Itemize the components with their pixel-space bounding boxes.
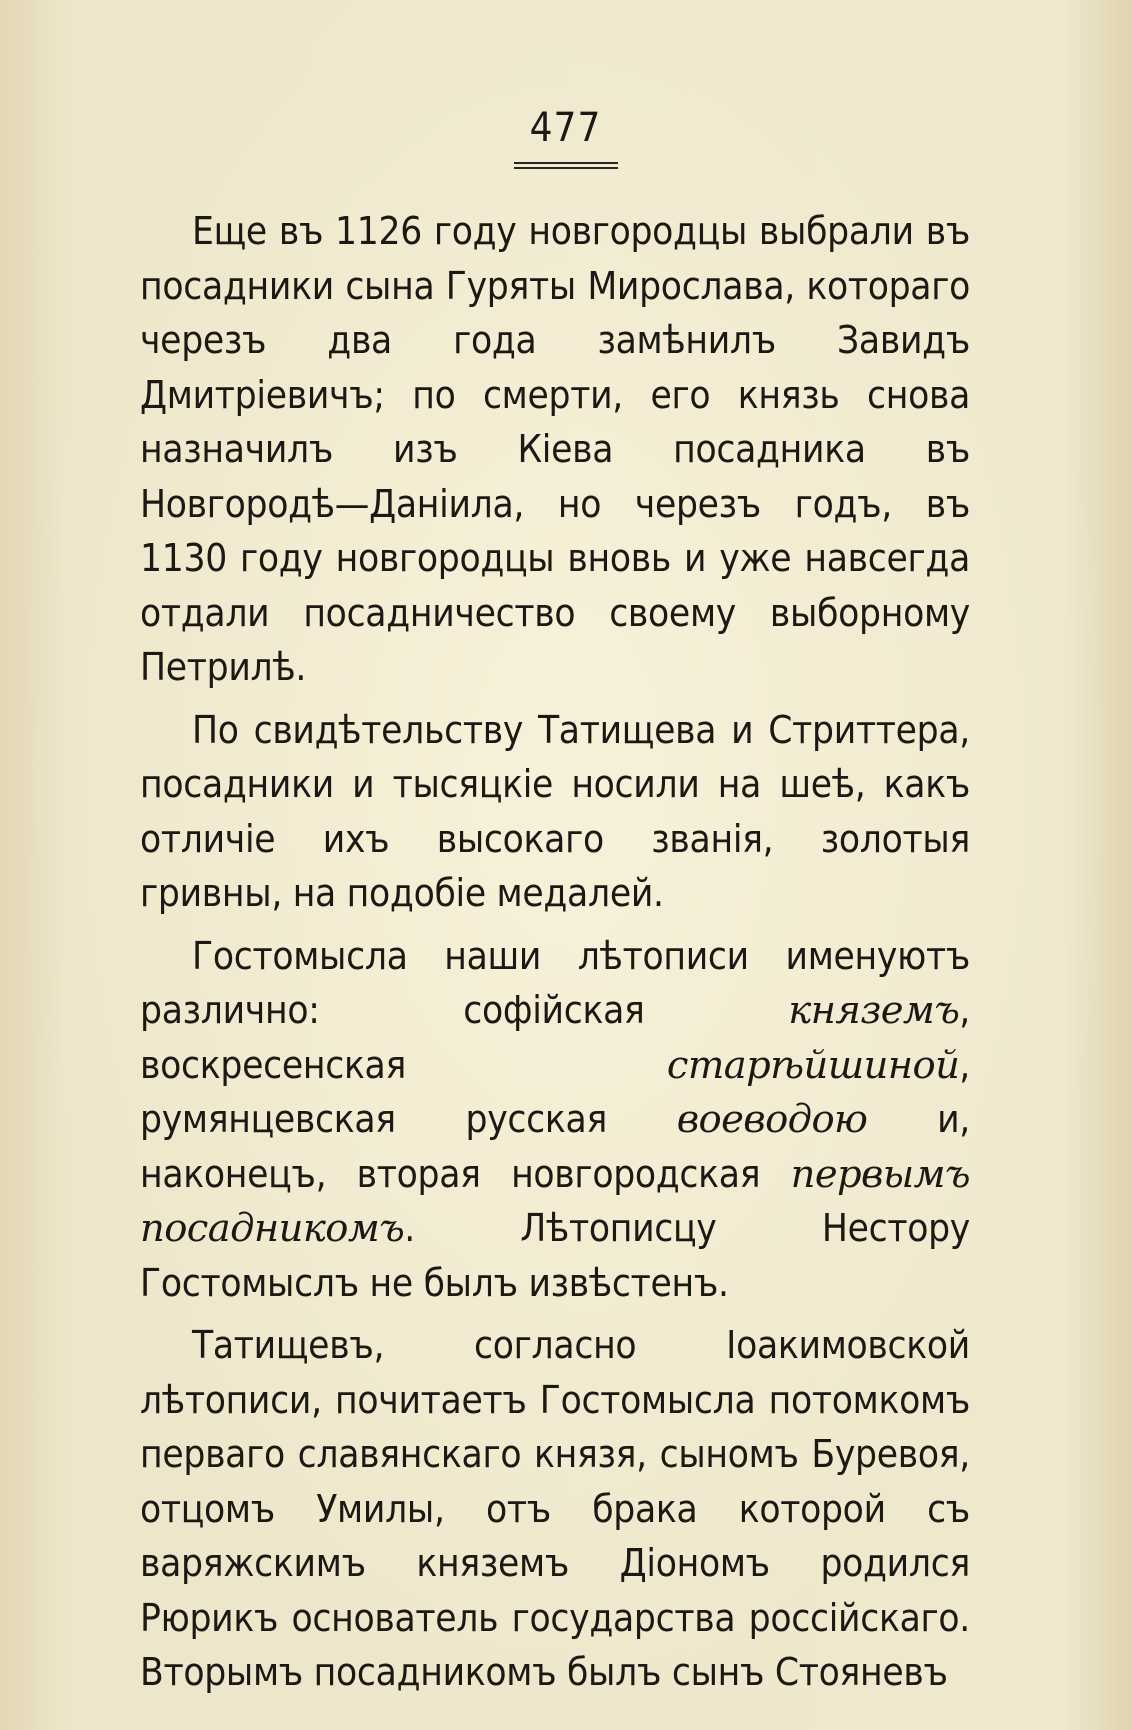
body-text [140,205,970,1709]
italic-term: княземъ [788,988,960,1033]
page-number: 477 [529,105,602,151]
text-run: По свидѣтельству Татищева и Стриттера, посадники и тысяцкіе носили на шеѣ, какъ отличіе ихъ высокаго званія, золотыя гривны, на подобіе медалей. [140,707,970,916]
paragraph [140,704,970,922]
italic-term: воеводою [676,1097,868,1142]
text-run: . Лѣтописцу Нестору Гостомыслъ не былъ извѣстенъ. [140,1206,970,1306]
italic-term: старѣйшиной [666,1042,960,1088]
rule-line-bottom [514,167,618,169]
italic-term: первымъ посадникомъ [140,1151,970,1251]
paragraph [140,205,970,696]
text-run: Татищевъ, согласно Іоакимовской лѣтописи, почитаетъ Гостомысла потомкомъ перваго славянскаго князя, сыномъ Буревоя, отцомъ Умилы, отъ брака которой съ варяжскимъ княземъ Діономъ родился Рюрикъ основатель государства россійскаго. Вторымъ посадникомъ былъ сынъ Стояневъ [140,1323,970,1695]
page-header [0,104,1131,172]
header-double-rule [514,162,618,169]
paragraph [140,1319,970,1701]
paragraph [140,930,970,1312]
text-run: и, наконецъ, вторая новгородская [140,1097,970,1197]
text-run: , румянцевская русская [140,1042,970,1142]
text-run: , воскресенская [140,988,970,1088]
rule-line-top [514,162,618,164]
text-run: Еще въ 1126 году новгородцы выбрали въ посадники сына Гуряты Мирослава, котораго черезъ два года замѣнилъ Завидъ Дмитріевичъ; по смерти, его князь снова назначилъ изъ Кіева посадника въ Новгородѣ—Даніила, но черезъ годъ, въ 1130 году новгородцы вновь и уже навсегда отдали посадничество своему выборному Петрилѣ. [140,209,970,690]
text-run: Гостомысла наши лѣтописи именуютъ различно: софійская [140,933,970,1033]
